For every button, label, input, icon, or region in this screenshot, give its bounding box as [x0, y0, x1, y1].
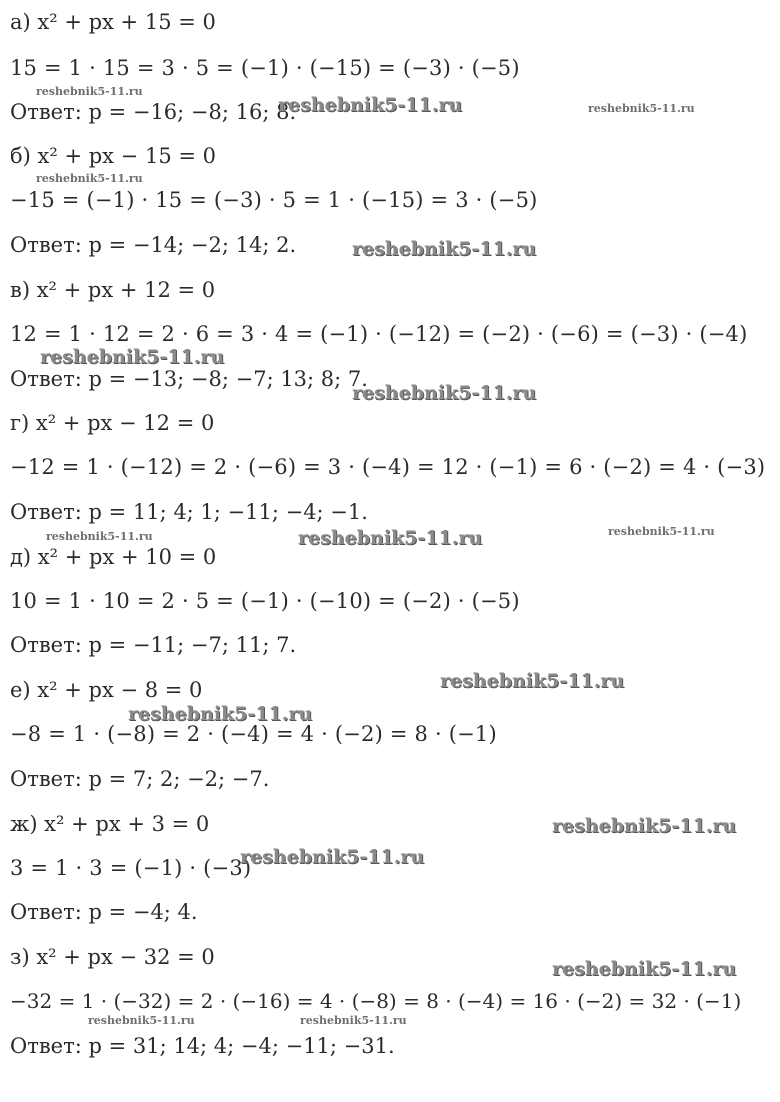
problem-z-title: з) x² + px − 32 = 0 [10, 945, 215, 969]
watermark: reshebnik5-11.ru [36, 172, 143, 185]
problem-z-answer: Ответ: p = 31; 14; 4; −4; −11; −31. [10, 1034, 395, 1058]
problem-b-factors: −15 = (−1) · 15 = (−3) · 5 = 1 · (−15) = 3 · (−5) [10, 188, 538, 212]
watermark: reshebnik5-11.ru [588, 102, 695, 115]
watermark: reshebnik5-11.ru [352, 382, 537, 404]
problem-e-answer: Ответ: p = 7; 2; −2; −7. [10, 767, 270, 791]
problem-e-factors: −8 = 1 · (−8) = 2 · (−4) = 4 · (−2) = 8 · (−1) [10, 722, 497, 746]
watermark: reshebnik5-11.ru [352, 238, 537, 260]
watermark: reshebnik5-11.ru [278, 94, 463, 116]
watermark: reshebnik5-11.ru [552, 815, 737, 837]
problem-g-answer: Ответ: p = 11; 4; 1; −11; −4; −1. [10, 500, 368, 524]
problem-a-factors: 15 = 1 · 15 = 3 · 5 = (−1) · (−15) = (−3) · (−5) [10, 56, 520, 80]
problem-v-factors: 12 = 1 · 12 = 2 · 6 = 3 · 4 = (−1) · (−12) = (−2) · (−6) = (−3) · (−4) [10, 322, 748, 346]
problem-d-title: д) x² + px + 10 = 0 [10, 545, 217, 569]
watermark: reshebnik5-11.ru [36, 85, 143, 98]
problem-e-title: е) x² + px − 8 = 0 [10, 678, 203, 702]
problem-a-title: а) x² + px + 15 = 0 [10, 10, 216, 34]
problem-z-factors: −32 = 1 · (−32) = 2 · (−16) = 4 · (−8) = 8 · (−4) = 16 · (−2) = 32 · (−1) [10, 989, 742, 1013]
problem-a-answer: Ответ: p = −16; −8; 16; 8. [10, 100, 297, 124]
watermark: reshebnik5-11.ru [40, 346, 225, 368]
watermark: reshebnik5-11.ru [300, 1014, 407, 1027]
watermark: reshebnik5-11.ru [88, 1014, 195, 1027]
problem-v-title: в) x² + px + 12 = 0 [10, 278, 216, 302]
watermark: reshebnik5-11.ru [298, 527, 483, 549]
problem-d-answer: Ответ: p = −11; −7; 11; 7. [10, 633, 297, 657]
problem-g-title: г) x² + px − 12 = 0 [10, 411, 215, 435]
problem-b-title: б) x² + px − 15 = 0 [10, 144, 216, 168]
watermark: reshebnik5-11.ru [552, 958, 737, 980]
watermark: reshebnik5-11.ru [128, 703, 313, 725]
watermark: reshebnik5-11.ru [240, 846, 425, 868]
watermark: reshebnik5-11.ru [46, 530, 153, 543]
watermark: reshebnik5-11.ru [608, 525, 715, 538]
watermark: reshebnik5-11.ru [440, 670, 625, 692]
problem-b-answer: Ответ: p = −14; −2; 14; 2. [10, 233, 297, 257]
problem-v-answer: Ответ: p = −13; −8; −7; 13; 8; 7. [10, 367, 368, 391]
problem-g-factors: −12 = 1 · (−12) = 2 · (−6) = 3 · (−4) = 12 · (−1) = 6 · (−2) = 4 · (−3) [10, 455, 766, 479]
problem-d-factors: 10 = 1 · 10 = 2 · 5 = (−1) · (−10) = (−2) · (−5) [10, 589, 520, 613]
problem-zh-answer: Ответ: p = −4; 4. [10, 900, 198, 924]
problem-zh-title: ж) x² + px + 3 = 0 [10, 812, 210, 836]
problem-zh-factors: 3 = 1 · 3 = (−1) · (−3) [10, 856, 252, 880]
